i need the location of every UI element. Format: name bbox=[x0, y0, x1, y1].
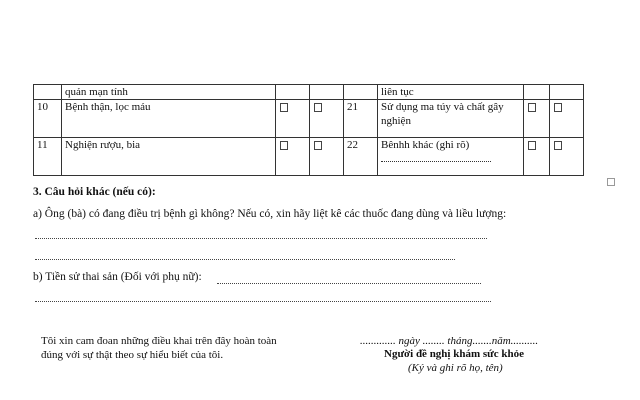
answer-a-line-2[interactable] bbox=[35, 259, 455, 260]
answer-a-line-1[interactable] bbox=[35, 238, 487, 239]
question-b: b) Tiền sử thai sản (Đối với phụ nữ): bbox=[33, 271, 202, 283]
row-number: 21 bbox=[344, 100, 378, 138]
signer-note: (Ký và ghi rõ họ, tên) bbox=[408, 362, 503, 374]
row-number: 10 bbox=[34, 100, 62, 138]
answer-b-line-1[interactable] bbox=[217, 283, 481, 284]
declaration-line-1: Tôi xin cam đoan những điều khai trên đây hoàn toàn bbox=[41, 335, 277, 347]
row-number bbox=[344, 85, 378, 100]
row-number: 22 bbox=[344, 138, 378, 176]
no-checkbox[interactable] bbox=[314, 141, 322, 150]
yes-checkbox[interactable] bbox=[528, 141, 536, 150]
row-number bbox=[34, 85, 62, 100]
answer-b-line-2[interactable] bbox=[35, 301, 491, 302]
row-number: 11 bbox=[34, 138, 62, 176]
condition-label: quản mạn tính bbox=[62, 85, 276, 100]
yes-checkbox[interactable] bbox=[280, 103, 288, 112]
health-history-table bbox=[33, 84, 584, 176]
condition-label: Bệnh thận, lọc máu bbox=[62, 100, 276, 138]
other-condition-fill-line[interactable] bbox=[381, 152, 491, 162]
declaration-line-2: đúng với sự thật theo sự hiểu biết của tôi. bbox=[41, 349, 224, 361]
table-row bbox=[34, 138, 584, 176]
condition-label: Sử dụng ma túy và chất gây nghiện bbox=[378, 100, 524, 138]
yes-checkbox[interactable] bbox=[528, 103, 536, 112]
table-row bbox=[34, 100, 584, 138]
question-a: a) Ông (bà) có đang điều trị bệnh gì không? Nếu có, xin hãy liệt kê các thuốc đang dùng và liều lượng: bbox=[33, 208, 507, 220]
signer-title: Người đề nghị khám sức khỏe bbox=[384, 348, 525, 360]
yes-checkbox[interactable] bbox=[280, 141, 288, 150]
table-resize-handle[interactable] bbox=[607, 178, 615, 186]
no-checkbox[interactable] bbox=[314, 103, 322, 112]
section-3-title: 3. Câu hỏi khác (nếu có): bbox=[33, 186, 156, 198]
no-checkbox[interactable] bbox=[554, 141, 562, 150]
date-line: ............. ngày ........ tháng.......năm.......... bbox=[360, 335, 539, 347]
condition-label: liên tục bbox=[378, 85, 524, 100]
condition-label: Bênhh khác (ghi rõ) bbox=[381, 139, 470, 151]
no-checkbox[interactable] bbox=[554, 103, 562, 112]
table-row bbox=[34, 85, 584, 100]
condition-label: Nghiện rượu, bia bbox=[62, 138, 276, 176]
